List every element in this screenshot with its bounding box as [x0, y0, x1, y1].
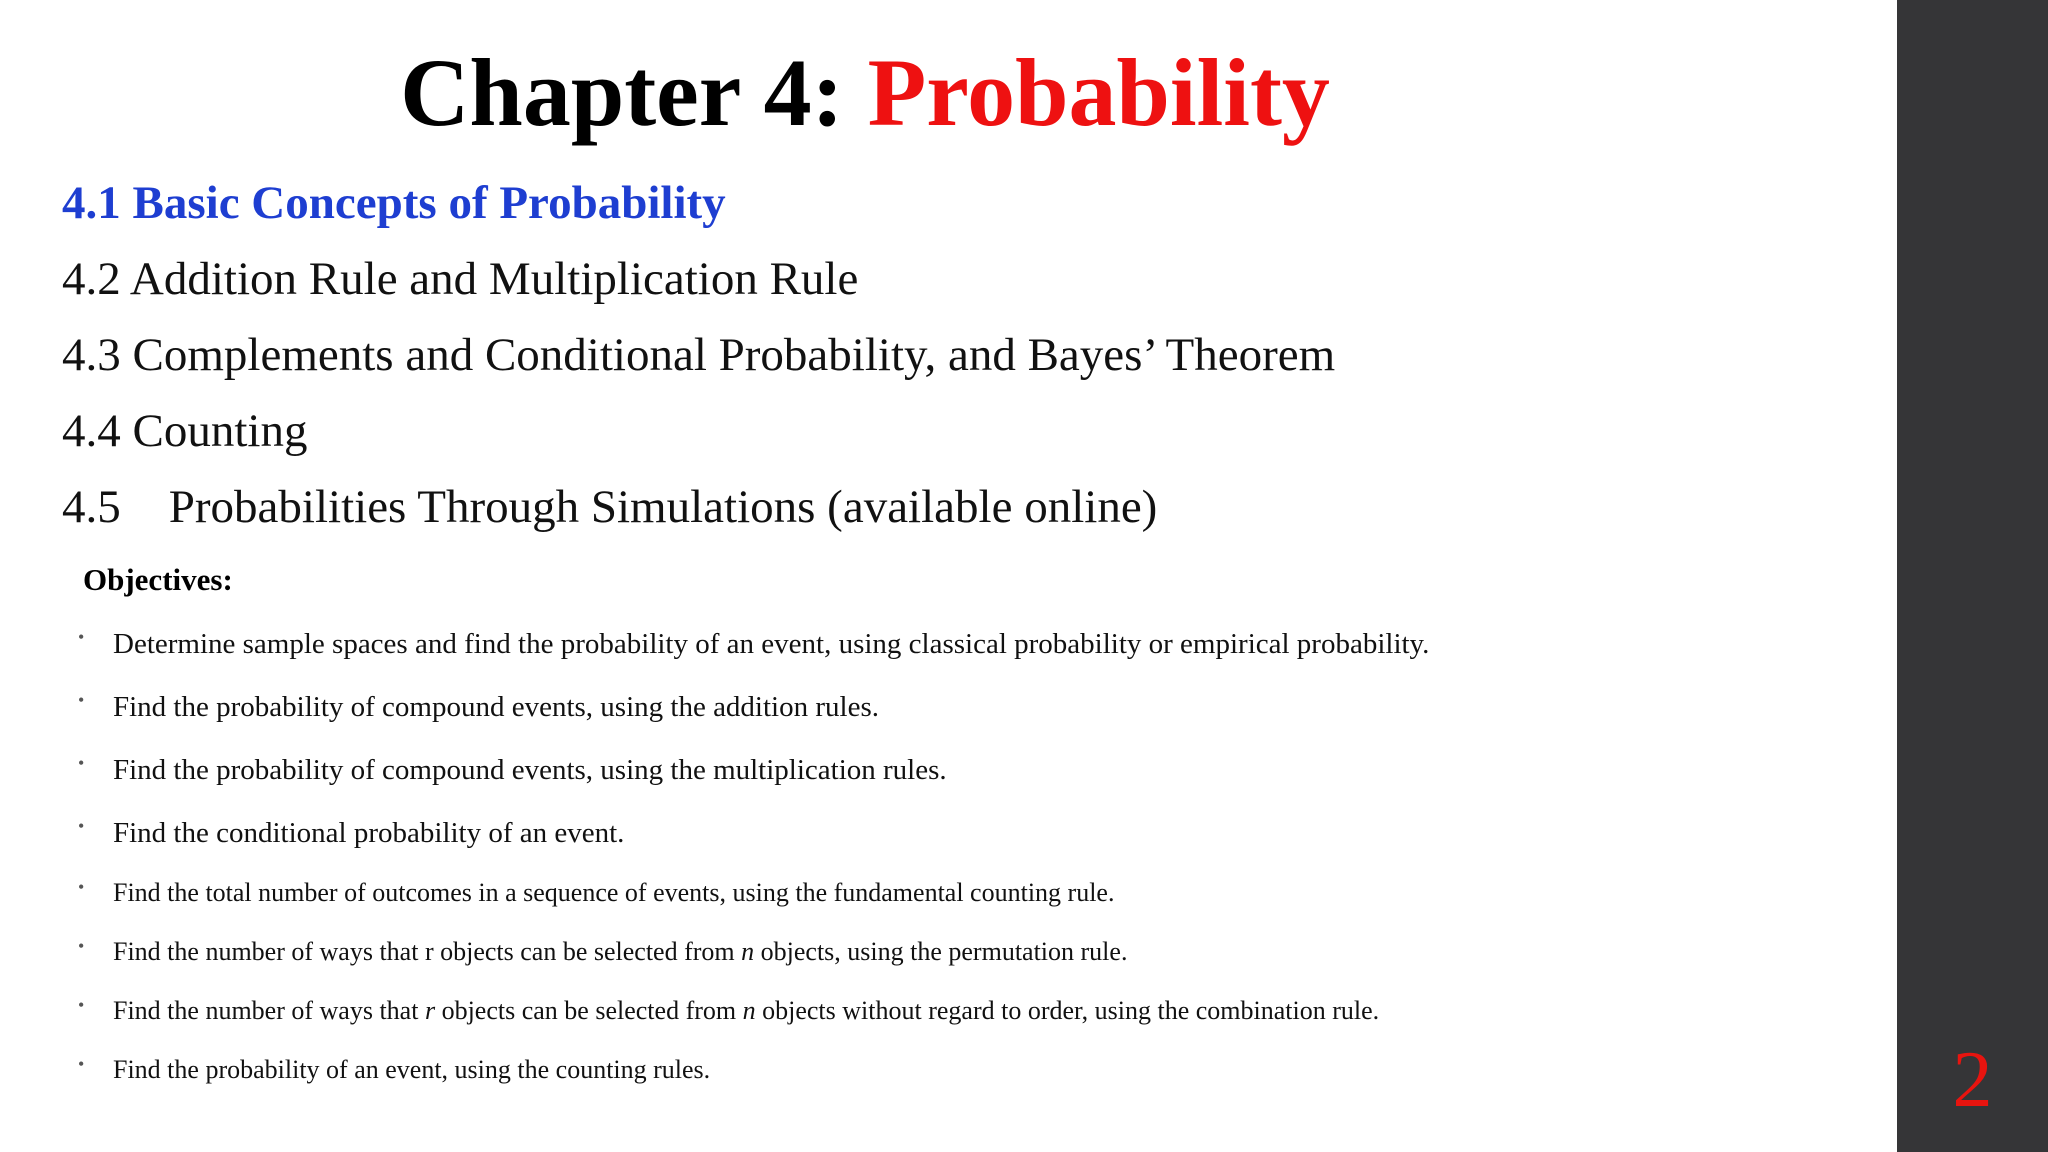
objectives-list: [78, 622, 1429, 1110]
bullet-icon: •: [78, 936, 85, 956]
objective-text: Determine sample spaces and find the probability of an event, using classical probability or empirical probability.: [113, 628, 1430, 660]
objective-item: [78, 622, 1429, 685]
objective-text-part: Find the number of ways that r objects can be selected from: [113, 937, 742, 966]
bullet-icon: •: [78, 1054, 85, 1074]
bullet-icon: •: [78, 995, 85, 1015]
objective-text: Find the probability of compound events, using the addition rules.: [113, 691, 879, 723]
section-label: Addition Rule and Multiplication Rule: [129, 253, 859, 305]
sidebar-panel: [1897, 0, 2048, 1152]
objective-item: [78, 933, 1429, 992]
section-number: 4.3: [62, 329, 121, 381]
objective-item: [78, 685, 1429, 748]
section-label: Basic Concepts of Probability: [132, 177, 726, 229]
section-label: Complements and Conditional Probability, and Bayes’ Theorem: [132, 329, 1336, 381]
objective-item: [78, 874, 1429, 933]
section-number: 4.1: [62, 177, 121, 229]
objective-variable: r: [424, 996, 436, 1025]
section-item: [62, 241, 1335, 317]
objective-text-part: objects, using the permutation rule.: [754, 937, 1128, 966]
bullet-icon: •: [78, 816, 85, 836]
section-number: 4.2: [62, 253, 121, 305]
objectives-heading: Objectives:: [83, 562, 233, 597]
section-item: [62, 393, 1335, 469]
objective-item: [78, 811, 1429, 874]
bullet-icon: •: [78, 627, 85, 647]
objective-text: [113, 996, 1379, 1025]
title-topic: Probability: [867, 39, 1330, 146]
objective-variable: n: [742, 996, 756, 1025]
objective-text-part: Find the number of ways that: [113, 996, 425, 1025]
objective-text: Find the total number of outcomes in a sequence of events, using the fundamental counting rule.: [113, 878, 1115, 907]
section-list: [62, 165, 1335, 545]
objective-text-part: objects can be selected from: [435, 996, 743, 1025]
objective-text: Find the probability of an event, using the counting rules.: [113, 1055, 711, 1084]
section-item: [62, 317, 1335, 393]
objective-text-part: objects without regard to order, using the combination rule.: [755, 996, 1380, 1025]
objective-item: [78, 1051, 1429, 1110]
bullet-icon: •: [78, 877, 85, 897]
section-number: 4.5: [62, 481, 121, 533]
bullet-icon: •: [78, 690, 85, 710]
page-number: 2: [1952, 1036, 1993, 1124]
slide-title: [0, 40, 1730, 146]
objective-text: [113, 937, 1127, 966]
objective-text: Find the probability of compound events, using the multiplication rules.: [113, 754, 947, 786]
section-number: 4.4: [62, 405, 121, 457]
section-label: Counting: [132, 405, 308, 457]
bullet-icon: •: [78, 753, 85, 773]
section-item: [62, 469, 1335, 545]
objective-variable: n: [741, 937, 755, 966]
section-label: Probabilities Through Simulations (available online): [168, 481, 1158, 533]
objective-item: [78, 748, 1429, 811]
section-item: [62, 165, 1335, 241]
objective-item: [78, 992, 1429, 1051]
title-chapter: Chapter 4:: [400, 39, 868, 146]
objective-text: Find the conditional probability of an event.: [113, 817, 625, 849]
